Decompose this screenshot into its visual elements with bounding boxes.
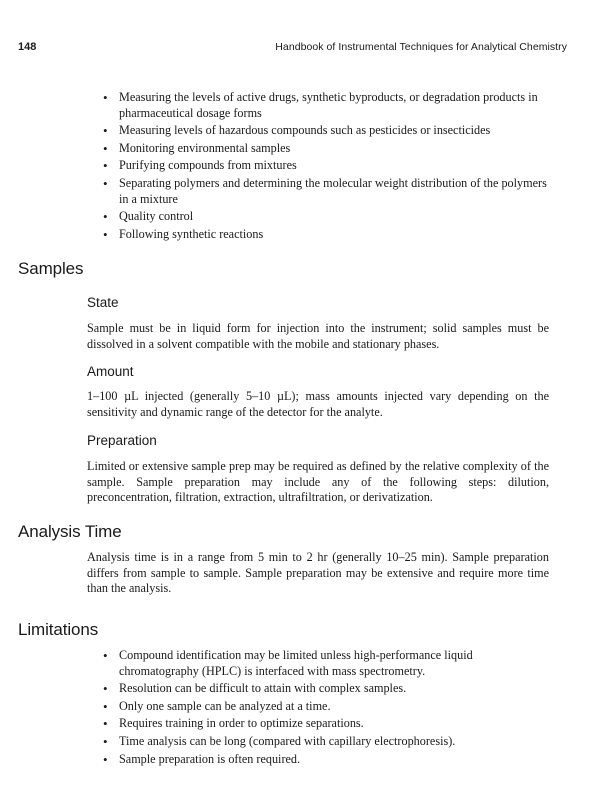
- running-header: [18, 41, 567, 57]
- list-item: • Monitoring environmental samples: [103, 141, 549, 157]
- book-title: Handbook of Instrumental Techniques for Analytical Chemistry: [275, 41, 567, 53]
- applications-list: [103, 90, 549, 244]
- subsection-heading-preparation: Preparation: [87, 433, 157, 448]
- section-heading-analysis-time: Analysis Time: [18, 522, 122, 541]
- list-item: • Quality control: [103, 209, 549, 225]
- list-item: • Only one sample can be analyzed at a time.: [103, 699, 549, 715]
- list-item: • Measuring the levels of active drugs, synthetic byproducts, or degradation products in pharmaceutical dosage forms: [103, 90, 549, 121]
- paragraph-amount: 1–100 µL injected (generally 5–10 µL); mass amounts injected vary depending on the sensitivity and dynamic range of the detector for the analyte.: [87, 389, 549, 419]
- paragraph-state: Sample must be in liquid form for injection into the instrument; solid samples must be dissolved in a solvent compatible with the mobile and stationary phases.: [87, 321, 549, 351]
- limitations-list: [103, 648, 549, 769]
- list-item: • Compound identification may be limited unless high-performance liquid chromatography (HPLC) is interfaced with mass spectrometry.: [103, 648, 549, 679]
- paragraph-preparation: Limited or extensive sample prep may be required as defined by the relative complexity of the sample. Sample preparation may include any of the following steps: dilution, preconcentration, filtration, extraction, ultrafiltration, or derivatization.: [87, 459, 549, 505]
- list-item: • Resolution can be difficult to attain with complex samples.: [103, 681, 549, 697]
- list-item: • Time analysis can be long (compared with capillary electrophoresis).: [103, 734, 549, 750]
- list-item: • Following synthetic reactions: [103, 227, 549, 243]
- paragraph-analysis-time: Analysis time is in a range from 5 min to 2 hr (generally 10–25 min). Sample preparation differs from sample to sample. Sample preparation may be extensive and require more time than the analysis.: [87, 550, 549, 596]
- list-item: • Purifying compounds from mixtures: [103, 158, 549, 174]
- section-heading-samples: Samples: [18, 259, 84, 278]
- subsection-heading-amount: Amount: [87, 364, 134, 379]
- section-heading-limitations: Limitations: [18, 620, 99, 639]
- page-number: 148: [18, 41, 37, 53]
- list-item: • Sample preparation is often required.: [103, 752, 549, 768]
- list-item: • Measuring levels of hazardous compounds such as pesticides or insecticides: [103, 123, 549, 139]
- subsection-heading-state: State: [87, 295, 119, 310]
- list-item: • Requires training in order to optimize separations.: [103, 716, 549, 732]
- list-item: • Separating polymers and determining the molecular weight distribution of the polymers in a mixture: [103, 176, 549, 207]
